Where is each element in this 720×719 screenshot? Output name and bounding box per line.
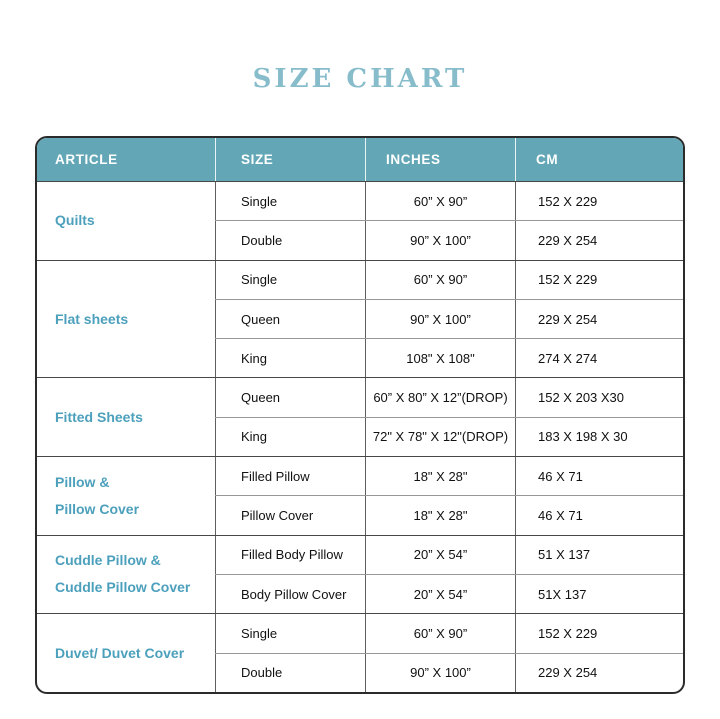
inches-cell: 72" X 78" X 12"(DROP) (365, 418, 515, 456)
table-row (215, 536, 683, 574)
table-row (215, 261, 683, 299)
section-rows (215, 614, 683, 692)
cm-cell: 183 X 198 X 30 (515, 418, 683, 456)
cm-cell: 229 X 254 (515, 654, 683, 692)
cm-cell: 152 X 229 (515, 614, 683, 652)
size-cell: Pillow Cover (215, 496, 365, 534)
table-row (215, 457, 683, 495)
article-line: Fitted Sheets (55, 408, 143, 425)
size-cell: Queen (215, 300, 365, 338)
article-label (37, 536, 215, 614)
inches-cell: 90” X 100” (365, 300, 515, 338)
article-line: Cuddle Pillow & (55, 552, 161, 569)
article-line: Cuddle Pillow Cover (55, 579, 191, 596)
article-line: Quilts (55, 212, 95, 229)
cm-cell: 152 X 203 X30 (515, 378, 683, 416)
table-row (215, 417, 683, 456)
cm-cell: 274 X 274 (515, 339, 683, 377)
cm-cell: 51X 137 (515, 575, 683, 613)
inches-cell: 18" X 28" (365, 496, 515, 534)
section-rows (215, 182, 683, 260)
section-rows (215, 536, 683, 614)
size-cell: Filled Pillow (215, 457, 365, 495)
cm-cell: 152 X 229 (515, 261, 683, 299)
article-label (37, 182, 215, 260)
table-row (215, 614, 683, 652)
section-duvet (37, 613, 683, 692)
section-rows (215, 261, 683, 378)
section-rows (215, 378, 683, 456)
table-header-row (37, 138, 683, 181)
article-label (37, 614, 215, 692)
header-article: ARTICLE (55, 152, 118, 167)
size-cell: Double (215, 654, 365, 692)
table-row (215, 495, 683, 534)
size-cell: King (215, 339, 365, 377)
section-pillow (37, 456, 683, 535)
article-line: Pillow & (55, 473, 110, 490)
header-cm: CM (515, 138, 683, 181)
size-cell: Body Pillow Cover (215, 575, 365, 613)
page-title: SIZE CHART (252, 64, 468, 94)
cm-cell: 152 X 229 (515, 182, 683, 220)
header-inches: INCHES (365, 138, 515, 181)
table-row (215, 182, 683, 220)
table-row (215, 338, 683, 377)
section-flat-sheets (37, 260, 683, 378)
cm-cell: 46 X 71 (515, 457, 683, 495)
inches-cell: 60” X 90” (365, 261, 515, 299)
inches-cell: 18" X 28" (365, 457, 515, 495)
article-label (37, 457, 215, 535)
inches-cell: 60” X 90” (365, 182, 515, 220)
article-line: Pillow Cover (55, 500, 140, 517)
section-quilts (37, 181, 683, 260)
size-cell: Double (215, 221, 365, 259)
size-cell: Single (215, 614, 365, 652)
inches-cell: 60” X 90” (365, 614, 515, 652)
inches-cell: 20” X 54” (365, 575, 515, 613)
inches-cell: 90” X 100” (365, 654, 515, 692)
table-row (215, 378, 683, 416)
article-line: Flat sheets (55, 310, 129, 327)
table-row (215, 653, 683, 692)
table-row (215, 299, 683, 338)
size-chart-table (35, 136, 685, 694)
cm-cell: 229 X 254 (515, 221, 683, 259)
inches-cell: 60” X 80” X 12”(DROP) (365, 378, 515, 416)
size-cell: Single (215, 261, 365, 299)
inches-cell: 90” X 100” (365, 221, 515, 259)
inches-cell: 108" X 108" (365, 339, 515, 377)
size-cell: King (215, 418, 365, 456)
header-size: SIZE (215, 138, 365, 181)
cm-cell: 51 X 137 (515, 536, 683, 574)
inches-cell: 20” X 54” (365, 536, 515, 574)
size-cell: Queen (215, 378, 365, 416)
cm-cell: 46 X 71 (515, 496, 683, 534)
table-row (215, 220, 683, 259)
table-row (215, 574, 683, 613)
section-cuddle-pillow (37, 535, 683, 614)
article-label (37, 261, 215, 378)
cm-cell: 229 X 254 (515, 300, 683, 338)
section-rows (215, 457, 683, 535)
article-line: Duvet/ Duvet Cover (55, 644, 185, 661)
size-cell: Single (215, 182, 365, 220)
article-label (37, 378, 215, 456)
size-cell: Filled Body Pillow (215, 536, 365, 574)
section-fitted-sheets (37, 377, 683, 456)
